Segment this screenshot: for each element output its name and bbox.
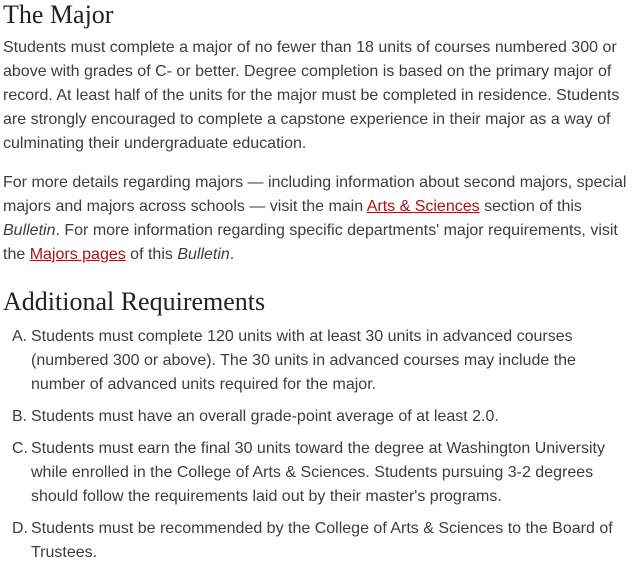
list-item	[3, 517, 629, 565]
bulletin-emphasis: Bulletin	[3, 222, 56, 239]
list-item-text: Students must be recommended by the College of Arts & Sciences to the Board of Trustees.	[31, 520, 613, 561]
arts-sciences-link[interactable]: Arts & Sciences	[366, 198, 480, 215]
majors-pages-link[interactable]: Majors pages	[29, 246, 126, 263]
paragraph-text: of this	[125, 246, 178, 263]
major-paragraph-1: Students must complete a major of no fewer than 18 units of courses numbered 300 or above with grades of C- or better. Degree completion is based on the primary major of record. At least half of the units for the major must be completed in residence. Students are strongly encouraged to complete a capstone experience in their major as a way of culminating their undergraduate education.	[3, 39, 620, 152]
list-item-text: Students must have an overall grade-point average of at least 2.0.	[31, 408, 499, 425]
list-item-text: Students must earn the final 30 units toward the degree at Washington University while enrolled in the College of Arts & Sciences. Students pursuing 3-2 degrees should follow the requirements laid out by their master's programs.	[31, 440, 605, 505]
list-marker: C.	[12, 440, 28, 457]
list-item	[3, 437, 629, 509]
major-paragraph-2	[3, 171, 629, 267]
paragraph-text: For more details regarding majors — including information about second majors, special majors and majors across schools — visit the main	[3, 174, 627, 215]
list-marker: A.	[12, 328, 28, 345]
paragraph-text: . For more information regarding specific departments' major requirements, visit the	[3, 222, 618, 263]
list-item	[3, 325, 629, 397]
requirements-list	[3, 325, 629, 565]
list-item-text: Students must complete 120 units with at least 30 units in advanced courses (numbered 300 or above). The 30 units in advanced courses may include the number of advanced units required for the major.	[31, 328, 576, 393]
list-item	[3, 405, 629, 429]
paragraph-text: .	[229, 246, 235, 263]
section-heading-major: The Major	[3, 0, 114, 29]
list-marker: B.	[12, 408, 28, 425]
paragraph-text: section of this	[479, 198, 582, 215]
section-heading-additional: Additional Requirements	[3, 287, 266, 316]
bulletin-emphasis: Bulletin	[177, 246, 230, 263]
list-marker: D.	[12, 520, 28, 537]
